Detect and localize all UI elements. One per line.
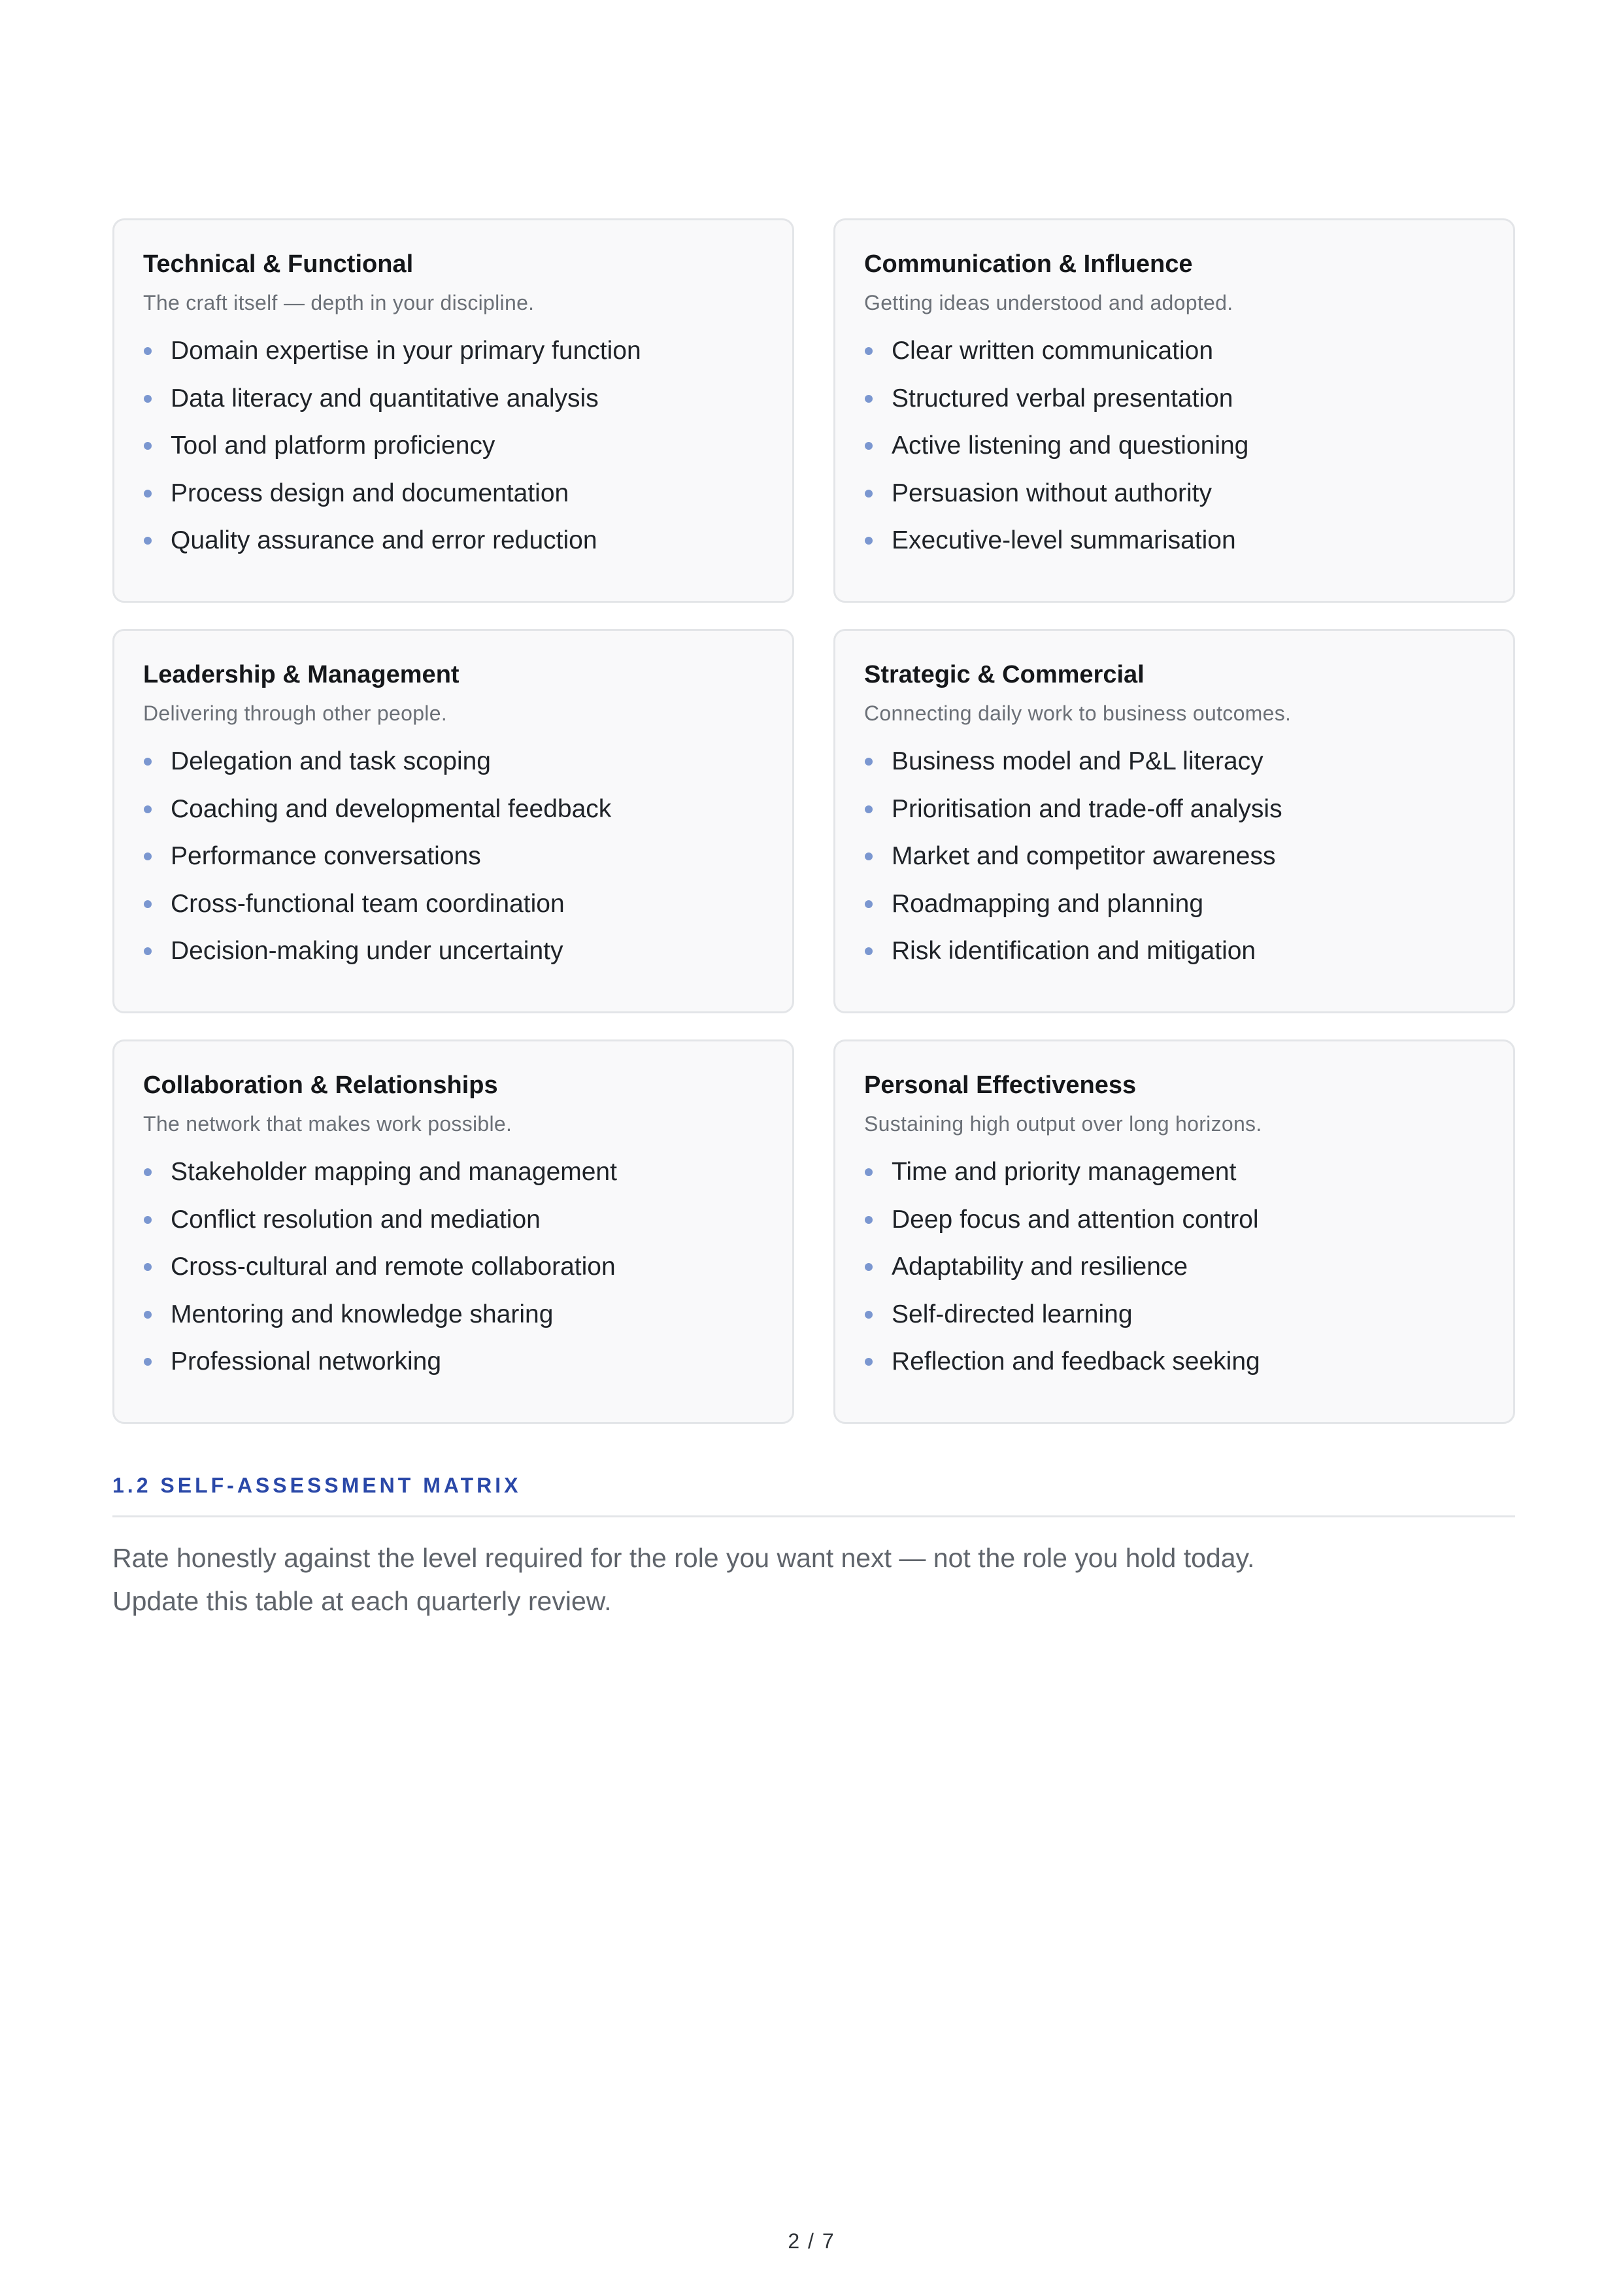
list-item (864, 383, 1484, 414)
card-item-list (864, 335, 1484, 556)
list-item (143, 1251, 763, 1283)
list-item-label: Cross-cultural and remote collaboration (171, 1253, 616, 1281)
list-item (143, 746, 763, 777)
list-item-label: Self-directed learning (892, 1300, 1133, 1328)
bullet-icon (144, 1168, 152, 1176)
list-item (864, 888, 1484, 920)
list-item-label: Cross-functional team coordination (171, 889, 565, 918)
section-heading: 1.2 SELF-ASSESSMENT MATRIX (112, 1474, 522, 1497)
list-item (143, 794, 763, 825)
bullet-icon (865, 947, 873, 955)
list-item-label: Roadmapping and planning (892, 889, 1204, 918)
list-item (143, 1346, 763, 1377)
bullet-icon (865, 1311, 873, 1319)
list-item (864, 936, 1484, 967)
list-item (143, 478, 763, 509)
competency-card (833, 1039, 1515, 1424)
card-subtitle: The craft itself — depth in your discipline. (143, 291, 535, 314)
card-subtitle: Delivering through other people. (143, 701, 448, 725)
bullet-icon (144, 1311, 152, 1319)
list-item-label: Decision-making under uncertainty (171, 937, 563, 965)
list-item-label: Executive-level summarisation (892, 526, 1236, 554)
competency-card (112, 1039, 794, 1424)
list-item-label: Process design and documentation (171, 479, 569, 507)
card-title: Communication & Influence (864, 250, 1193, 278)
list-item-label: Structured verbal presentation (892, 384, 1233, 413)
card-item-list (143, 335, 763, 556)
bullet-icon (865, 758, 873, 766)
list-item (864, 1156, 1484, 1188)
bullet-icon (144, 1216, 152, 1224)
bullet-icon (144, 1263, 152, 1271)
bullet-icon (865, 442, 873, 450)
bullet-icon (865, 537, 873, 545)
bullet-icon (865, 853, 873, 860)
list-item (864, 841, 1484, 872)
bullet-icon (144, 537, 152, 545)
list-item (864, 430, 1484, 462)
list-item-label: Delegation and task scoping (171, 747, 491, 775)
card-title: Leadership & Management (143, 661, 460, 688)
card-item-list (864, 1156, 1484, 1377)
bullet-icon (144, 347, 152, 355)
competency-card (112, 218, 794, 603)
card-item-list (864, 746, 1484, 967)
bullet-icon (144, 805, 152, 813)
competency-card (833, 218, 1515, 603)
list-item (143, 383, 763, 414)
list-item-label: Domain expertise in your primary function (171, 337, 641, 365)
card-subtitle: Getting ideas understood and adopted. (864, 291, 1233, 314)
competency-card-grid (112, 218, 1515, 1424)
section-intro-text: Rate honestly against the level required for the role you want next — not the role you hold today. Update this table at each quarterly review. (112, 1543, 1255, 1616)
competency-card (112, 629, 794, 1013)
list-item (143, 1299, 763, 1330)
list-item-label: Deep focus and attention control (892, 1205, 1259, 1234)
list-item (864, 794, 1484, 825)
list-item-label: Business model and P&L literacy (892, 747, 1263, 775)
list-item (864, 1299, 1484, 1330)
card-item-list (143, 746, 763, 967)
bullet-icon (144, 395, 152, 403)
list-item-label: Stakeholder mapping and management (171, 1158, 617, 1186)
bullet-icon (865, 1263, 873, 1271)
bullet-icon (144, 490, 152, 498)
bullet-icon (144, 758, 152, 766)
bullet-icon (144, 900, 152, 908)
list-item (864, 335, 1484, 367)
card-title: Collaboration & Relationships (143, 1072, 498, 1099)
bullet-icon (144, 853, 152, 860)
card-title: Strategic & Commercial (864, 661, 1145, 688)
card-subtitle: Sustaining high output over long horizons. (864, 1112, 1262, 1136)
list-item-label: Data literacy and quantitative analysis (171, 384, 599, 413)
list-item (864, 1204, 1484, 1236)
list-item (864, 525, 1484, 556)
list-item-label: Performance conversations (171, 842, 481, 870)
list-item (143, 936, 763, 967)
bullet-icon (144, 1358, 152, 1366)
list-item-label: Risk identification and mitigation (892, 937, 1256, 965)
list-item (143, 1204, 763, 1236)
bullet-icon (865, 347, 873, 355)
section-divider (112, 1515, 1515, 1517)
bullet-icon (865, 490, 873, 498)
card-title: Personal Effectiveness (864, 1072, 1137, 1099)
competency-card (833, 629, 1515, 1013)
list-item (864, 746, 1484, 777)
list-item-label: Conflict resolution and mediation (171, 1205, 541, 1234)
list-item-label: Quality assurance and error reduction (171, 526, 597, 554)
list-item (143, 888, 763, 920)
list-item (143, 335, 763, 367)
list-item-label: Coaching and developmental feedback (171, 794, 612, 823)
bullet-icon (865, 1216, 873, 1224)
bullet-icon (865, 1168, 873, 1176)
list-item-label: Mentoring and knowledge sharing (171, 1300, 554, 1328)
list-item-label: Persuasion without authority (892, 479, 1212, 507)
card-subtitle: Connecting daily work to business outcomes. (864, 701, 1292, 725)
page-number: 2 / 7 (788, 2229, 835, 2253)
list-item-label: Active listening and questioning (892, 431, 1249, 460)
list-item (143, 1156, 763, 1188)
list-item (143, 525, 763, 556)
list-item (864, 1346, 1484, 1377)
list-item-label: Market and competitor awareness (892, 842, 1276, 870)
bullet-icon (144, 442, 152, 450)
list-item-label: Time and priority management (892, 1158, 1237, 1186)
card-title: Technical & Functional (143, 250, 414, 278)
list-item-label: Clear written communication (892, 337, 1214, 365)
bullet-icon (865, 900, 873, 908)
list-item-label: Professional networking (171, 1347, 442, 1376)
list-item (143, 841, 763, 872)
bullet-icon (865, 805, 873, 813)
list-item-label: Adaptability and resilience (892, 1253, 1188, 1281)
list-item-label: Tool and platform proficiency (171, 431, 495, 460)
card-subtitle: The network that makes work possible. (143, 1112, 512, 1136)
list-item-label: Reflection and feedback seeking (892, 1347, 1260, 1376)
bullet-icon (144, 947, 152, 955)
bullet-icon (865, 1358, 873, 1366)
list-item (143, 430, 763, 462)
list-item (864, 478, 1484, 509)
list-item-label: Prioritisation and trade-off analysis (892, 794, 1282, 823)
bullet-icon (865, 395, 873, 403)
list-item (864, 1251, 1484, 1283)
card-item-list (143, 1156, 763, 1377)
